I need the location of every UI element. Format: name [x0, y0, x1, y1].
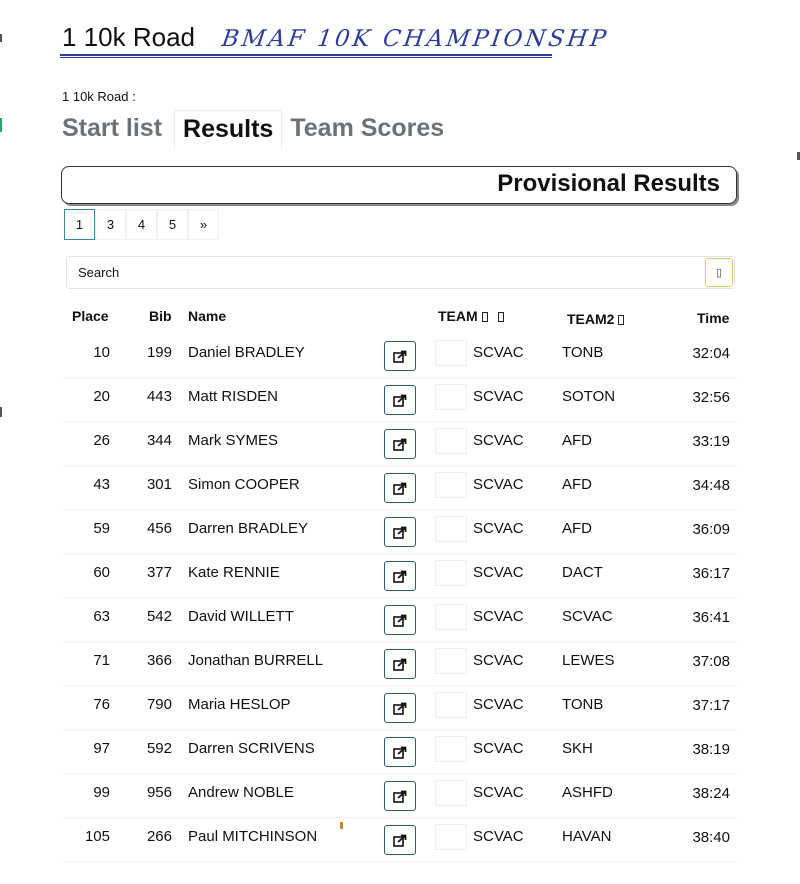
- place-cell: 105: [84, 828, 110, 845]
- team-cell: SCVAC: [473, 784, 524, 801]
- name-cell: David WILLETT: [188, 608, 294, 625]
- share-icon: [393, 438, 407, 451]
- bib-cell: 592: [146, 740, 172, 757]
- team-cell: SCVAC: [473, 520, 524, 537]
- search-icon: ▯: [715, 267, 723, 279]
- scan-mark: [0, 118, 2, 132]
- table-row[interactable]: [62, 333, 737, 378]
- team-logo-box: [435, 648, 467, 674]
- team2-cell: AFD: [562, 476, 592, 493]
- column-header-time[interactable]: Time: [697, 310, 730, 326]
- share-button[interactable]: [384, 737, 416, 767]
- time-cell: 33:19: [692, 433, 730, 450]
- sort-icon: [618, 315, 624, 325]
- place-cell: 26: [93, 432, 110, 449]
- name-cell: Andrew NOBLE: [188, 784, 294, 801]
- name-cell: Paul MITCHINSON: [188, 828, 318, 845]
- handwritten-note: BMAF 10K CHAMPIONSHP: [220, 26, 611, 52]
- place-cell: 99: [93, 784, 110, 801]
- name-cell: Simon COOPER: [188, 476, 300, 493]
- team-cell: SCVAC: [473, 388, 524, 405]
- team2-cell: HAVAN: [562, 828, 612, 845]
- name-cell: Darren BRADLEY: [188, 520, 309, 537]
- share-button[interactable]: [384, 429, 416, 459]
- name-cell: Maria HESLOP: [188, 696, 291, 713]
- place-cell: 20: [93, 388, 110, 405]
- team-cell: SCVAC: [473, 740, 524, 757]
- table-row[interactable]: [62, 465, 737, 510]
- bib-cell: 266: [146, 828, 172, 845]
- team-logo-box: [435, 428, 467, 454]
- time-cell: 37:08: [692, 653, 730, 670]
- team2-cell: LEWES: [562, 652, 615, 669]
- team-logo-box: [435, 824, 467, 850]
- team-logo-box: [435, 604, 467, 630]
- share-button[interactable]: [384, 649, 416, 679]
- share-icon: [393, 834, 407, 847]
- share-icon: [393, 394, 407, 407]
- team2-cell: TONB: [562, 696, 604, 713]
- share-button[interactable]: [384, 825, 416, 855]
- filter-icon: [498, 312, 504, 322]
- tab-start-list[interactable]: Start list: [62, 114, 163, 142]
- bib-cell: 199: [146, 344, 172, 361]
- share-icon: [393, 350, 407, 363]
- page-button-1[interactable]: 1: [64, 209, 95, 240]
- table-row[interactable]: [62, 377, 737, 422]
- team-logo-box: [435, 516, 467, 542]
- share-button[interactable]: [384, 693, 416, 723]
- team-cell: SCVAC: [473, 828, 524, 845]
- team2-cell: AFD: [562, 520, 592, 537]
- place-cell: 43: [93, 476, 110, 493]
- time-cell: 34:48: [692, 477, 730, 494]
- column-header-team[interactable]: [438, 308, 504, 324]
- team2-cell: SKH: [562, 740, 593, 757]
- name-cell: Daniel BRADLEY: [188, 344, 305, 361]
- share-icon: [393, 614, 407, 627]
- search-box: [66, 256, 735, 289]
- team-cell: SCVAC: [473, 476, 524, 493]
- title-underline: [60, 54, 552, 56]
- team-header-label: TEAM: [438, 308, 478, 324]
- bib-cell: 301: [146, 476, 172, 493]
- share-button[interactable]: [384, 781, 416, 811]
- tab-results[interactable]: Results: [174, 110, 282, 150]
- team-logo-box: [435, 560, 467, 586]
- team-logo-box: [435, 780, 467, 806]
- team-logo-box: [435, 736, 467, 762]
- place-cell: 59: [93, 520, 110, 537]
- name-cell: Matt RISDEN: [188, 388, 279, 405]
- time-cell: 36:09: [692, 521, 730, 538]
- name-cell: Kate RENNIE: [188, 564, 280, 581]
- event-subtitle: 1 10k Road :: [62, 89, 136, 104]
- share-button[interactable]: [384, 517, 416, 547]
- share-button[interactable]: [384, 473, 416, 503]
- share-button[interactable]: [384, 341, 416, 371]
- place-cell: 71: [93, 652, 110, 669]
- team2-cell: SCVAC: [562, 608, 613, 625]
- table-row[interactable]: [62, 685, 737, 730]
- share-icon: [393, 482, 407, 495]
- title-underline: [60, 57, 552, 58]
- team2-cell: SOTON: [562, 388, 616, 405]
- team2-header-label: TEAM2: [567, 311, 615, 327]
- table-row[interactable]: [62, 817, 737, 862]
- tab-bar: [60, 110, 456, 150]
- table-row[interactable]: [62, 641, 737, 686]
- bib-cell: 790: [146, 696, 172, 713]
- name-cell: Darren SCRIVENS: [188, 740, 315, 757]
- name-cell: Mark SYMES: [188, 432, 279, 449]
- team-logo-box: [435, 340, 467, 366]
- search-input[interactable]: [67, 257, 703, 288]
- share-icon: [393, 658, 407, 671]
- team2-cell: TONB: [562, 344, 604, 361]
- place-cell: 10: [93, 344, 110, 361]
- team-cell: SCVAC: [473, 564, 524, 581]
- sort-icon: [482, 312, 488, 322]
- team-cell: SCVAC: [473, 608, 524, 625]
- bib-cell: 456: [146, 520, 172, 537]
- bib-cell: 443: [146, 388, 172, 405]
- page-button-4[interactable]: 4: [126, 209, 157, 240]
- scan-mark: [0, 407, 2, 417]
- scan-mark: [0, 34, 2, 42]
- column-header-team2[interactable]: [567, 311, 624, 327]
- share-button[interactable]: [384, 385, 416, 415]
- share-button[interactable]: [384, 605, 416, 635]
- team-logo-box: [435, 692, 467, 718]
- tab-team-scores[interactable]: Team Scores: [290, 114, 445, 142]
- search-button[interactable]: [705, 258, 733, 287]
- team2-cell: DACT: [562, 564, 603, 581]
- time-cell: 38:24: [692, 785, 730, 802]
- share-button[interactable]: [384, 561, 416, 591]
- bib-cell: 344: [146, 432, 172, 449]
- banner-title: Provisional Results: [497, 170, 720, 197]
- column-header-bib[interactable]: Bib: [149, 308, 172, 324]
- table-row[interactable]: [62, 509, 737, 554]
- team-logo-box: [435, 472, 467, 498]
- team2-cell: ASHFD: [562, 784, 613, 801]
- page-title: 1 10k Road: [62, 22, 195, 52]
- share-icon: [393, 526, 407, 539]
- time-cell: 36:41: [692, 609, 730, 626]
- time-cell: 36:17: [692, 565, 730, 582]
- table-row[interactable]: [62, 729, 737, 774]
- time-cell: 32:56: [692, 389, 730, 406]
- share-icon: [393, 746, 407, 759]
- column-header-place[interactable]: Place: [72, 308, 109, 324]
- place-cell: 60: [93, 564, 110, 581]
- time-cell: 38:40: [692, 829, 730, 846]
- next-page-button[interactable]: »: [188, 209, 219, 240]
- name-cell: Jonathan BURRELL: [188, 652, 324, 669]
- place-cell: 97: [93, 740, 110, 757]
- time-cell: 37:17: [692, 697, 730, 714]
- team-logo-box: [435, 384, 467, 410]
- team-cell: SCVAC: [473, 344, 524, 361]
- table-row[interactable]: [62, 421, 737, 466]
- table-row[interactable]: [62, 553, 737, 598]
- team2-cell: AFD: [562, 432, 592, 449]
- page-button-5[interactable]: 5: [157, 209, 188, 240]
- bib-cell: 366: [146, 652, 172, 669]
- time-cell: 32:04: [692, 345, 730, 362]
- bib-cell: 377: [146, 564, 172, 581]
- place-cell: 76: [93, 696, 110, 713]
- share-icon: [393, 790, 407, 803]
- share-icon: [393, 702, 407, 715]
- bib-cell: 956: [146, 784, 172, 801]
- page-button-3[interactable]: 3: [95, 209, 126, 240]
- share-icon: [393, 570, 407, 583]
- table-row[interactable]: [62, 773, 737, 818]
- results-banner: [61, 166, 737, 204]
- team-cell: SCVAC: [473, 652, 524, 669]
- team-cell: SCVAC: [473, 696, 524, 713]
- bib-cell: 542: [146, 608, 172, 625]
- table-row[interactable]: [62, 597, 737, 642]
- place-cell: 63: [93, 608, 110, 625]
- time-cell: 38:19: [692, 741, 730, 758]
- column-header-name[interactable]: Name: [188, 308, 227, 324]
- pagination: [64, 209, 219, 240]
- team-cell: SCVAC: [473, 432, 524, 449]
